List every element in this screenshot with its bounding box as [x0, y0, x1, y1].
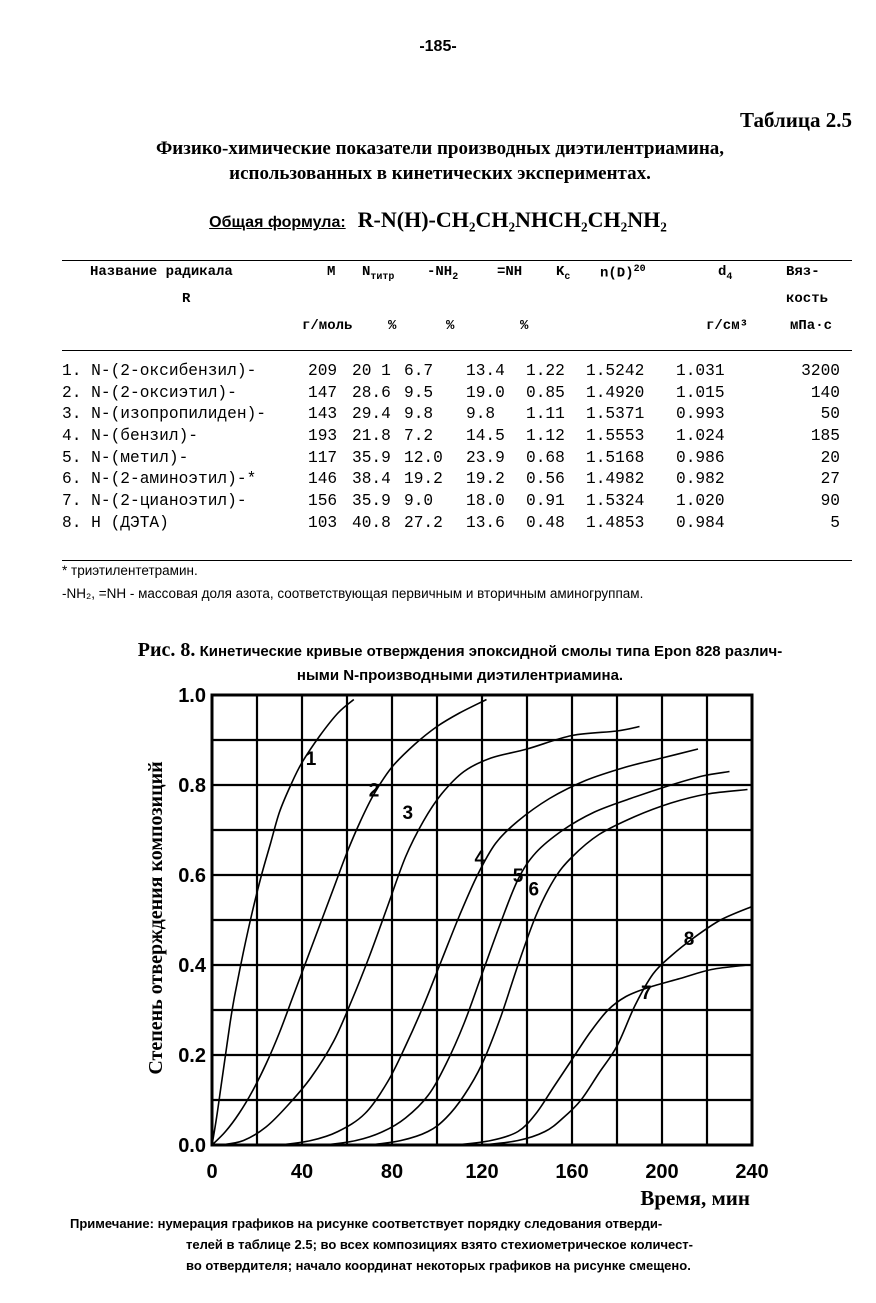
cell-nh: 18.0 — [466, 491, 505, 510]
header-n-titr: $N_{титр}$ — [362, 264, 395, 283]
cell-viscosity: 27 — [820, 470, 840, 489]
cell-d4: 0.986 — [676, 448, 725, 467]
header-visc-line2: кость — [786, 291, 829, 307]
cell-n-titr: 21.8 — [352, 426, 391, 445]
header-visc-line1: Вяз- — [786, 264, 820, 280]
cell-nh: 14.5 — [466, 426, 505, 445]
cell-name: 5. N-(метил)- — [62, 448, 189, 467]
table-title-line1: Физико-химические показатели производных диэтилентриамина, — [155, 138, 725, 159]
cell-name: 1. N-(2-оксибензил)- — [62, 361, 257, 380]
cell-nd: 1.5242 — [586, 361, 645, 380]
cell-name: 6. N-(2-аминоэтил)-* — [62, 470, 257, 489]
note-line1: Примечание: нумерация графиков на рисунке соответствует порядку следования отверди- — [70, 1216, 663, 1231]
cell-nh: 9.8 — [466, 405, 496, 424]
cell-nh2: 12.0 — [404, 448, 443, 467]
page-number: -185- — [419, 38, 457, 55]
y-tick-label: 0.6 — [178, 865, 206, 887]
cell-nd: 1.5553 — [586, 426, 645, 445]
cell-kc: 1.11 — [526, 405, 565, 424]
cell-nh: 13.4 — [466, 361, 505, 380]
x-axis-title: Время, мин — [640, 1186, 750, 1210]
cell-nd: 1.5371 — [586, 405, 645, 424]
cell-nd: 1.4853 — [586, 513, 645, 532]
cell-kc: 0.48 — [526, 513, 565, 532]
header-n-titr-unit: % — [388, 318, 397, 334]
curve-label-2: 2 — [368, 780, 380, 802]
cell-n-titr: 29.4 — [352, 405, 391, 424]
cell-d4: 1.015 — [676, 383, 725, 402]
figure-label: Рис. 8. — [137, 639, 196, 661]
header-nh: =NH — [497, 264, 523, 280]
cell-m: 147 — [308, 383, 338, 402]
curve-4 — [280, 749, 699, 1145]
y-tick-label: 1.0 — [178, 685, 206, 707]
cell-nh2: 19.2 — [404, 470, 443, 489]
curve-label-7: 7 — [640, 983, 652, 1004]
cell-nh: 13.6 — [466, 513, 505, 532]
header-d4: $d_4$ — [718, 264, 733, 283]
formula-label: Общая формула: — [209, 214, 346, 231]
cell-m: 156 — [308, 491, 338, 510]
cell-kc: 0.68 — [526, 448, 565, 467]
x-tick-label: 120 — [465, 1161, 499, 1183]
x-tick-label: 80 — [380, 1161, 404, 1183]
curve-label-1: 1 — [305, 749, 317, 770]
figure-note — [70, 1214, 850, 1276]
cell-m: 193 — [308, 426, 338, 445]
table-label: Таблица 2.5 — [740, 108, 852, 132]
cell-name: 8. H (ДЭТА) — [62, 513, 169, 532]
curve-label-5: 5 — [512, 866, 524, 887]
x-tick-labels — [206, 1161, 768, 1183]
y-tick-label: 0.8 — [178, 775, 206, 797]
note-line2: телей в таблице 2.5; во всех композициях взято стехиометрическое количест- — [186, 1236, 693, 1252]
cell-d4: 0.984 — [676, 513, 725, 532]
cell-nh2: 9.0 — [404, 491, 434, 510]
cell-nd: 1.5324 — [586, 491, 645, 510]
y-tick-label: 0.2 — [178, 1045, 206, 1067]
x-tick-label: 200 — [645, 1161, 679, 1183]
cell-nd: 1.4982 — [586, 470, 645, 489]
x-tick-label: 40 — [290, 1161, 314, 1183]
chart-grid — [212, 695, 752, 1145]
cell-n-titr: 35.9 — [352, 491, 391, 510]
curve-3 — [221, 727, 640, 1146]
curve-label-4: 4 — [474, 848, 486, 869]
cell-d4: 0.982 — [676, 470, 725, 489]
x-tick-label: 240 — [735, 1161, 769, 1183]
figure-caption-line2: ными N-производными диэтилентриамина. — [296, 667, 624, 684]
cell-m: 103 — [308, 513, 338, 532]
cell-m: 117 — [308, 448, 338, 467]
header-name-r: R — [182, 291, 191, 307]
cell-n-titr: 20 1 — [352, 361, 391, 380]
note-label: Примечание: — [70, 1216, 154, 1231]
x-tick-label: 0 — [206, 1161, 218, 1183]
curve-6 — [370, 790, 748, 1146]
cell-nd: 1.5168 — [586, 448, 645, 467]
footnote-asterisk: * триэтилентетрамин. — [62, 563, 198, 578]
table-title-line2: использованных в кинетических экспериментах. — [229, 163, 651, 185]
header-nd: $n(D)^{20}$ — [600, 264, 646, 282]
cell-viscosity: 50 — [820, 405, 840, 424]
cell-n-titr: 28.6 — [352, 383, 391, 402]
x-tick-label: 160 — [555, 1161, 589, 1183]
curve-label-3: 3 — [402, 803, 414, 824]
cell-d4: 1.020 — [676, 491, 725, 510]
footnote-nitrogen: -NH₂, =NH - массовая доля азота, соответствующая первичным и вторичным аминогруппам. — [62, 586, 644, 601]
cell-name: 3. N-(изопропилиден)- — [62, 405, 266, 424]
cell-viscosity: 185 — [810, 426, 840, 445]
header-name: Название радикала — [90, 264, 233, 280]
header-kc: $K_c$ — [556, 264, 571, 283]
cell-name: 2. N-(2-оксиэтил)- — [62, 383, 237, 402]
cell-viscosity: 140 — [810, 383, 840, 402]
curve-label-8: 8 — [683, 929, 695, 950]
y-tick-label: 0.0 — [178, 1135, 206, 1157]
cell-m: 209 — [308, 361, 338, 380]
header-visc-unit: мПа·с — [790, 318, 833, 334]
cell-nh2: 9.5 — [404, 383, 434, 402]
cell-kc: 0.91 — [526, 491, 565, 510]
cell-viscosity: 20 — [820, 448, 840, 467]
header-m: M — [327, 264, 336, 280]
y-tick-labels — [178, 685, 207, 1157]
curve-label-6: 6 — [528, 879, 540, 901]
y-axis-title: Степень отверждения композиций — [145, 761, 167, 1075]
cell-kc: 0.56 — [526, 470, 565, 489]
header-nh2-unit: % — [446, 318, 455, 334]
cell-m: 146 — [308, 470, 338, 489]
cell-nh2: 27.2 — [404, 513, 443, 532]
header-nh-unit: % — [520, 318, 529, 334]
cell-d4: 1.031 — [676, 361, 725, 380]
cell-nh: 19.2 — [466, 470, 505, 489]
cell-viscosity: 5 — [830, 513, 840, 532]
cell-d4: 1.024 — [676, 426, 725, 445]
cell-n-titr: 35.9 — [352, 448, 391, 467]
header-nh2: $-NH_2$ — [427, 264, 459, 283]
cell-n-titr: 38.4 — [352, 470, 391, 489]
header-d4-unit: г/см³ — [706, 318, 749, 334]
header-m-unit: г/моль — [302, 318, 353, 334]
cell-nh2: 6.7 — [404, 361, 434, 380]
cell-name: 7. N-(2-цианоэтил)- — [62, 491, 247, 510]
formula-text: R-N(H)-CH₂CH₂NHCH₂CH₂NH₂ — [357, 207, 667, 232]
cell-m: 143 — [308, 405, 338, 424]
cell-kc: 1.22 — [526, 361, 565, 380]
note-line3: во отвердителя; начало координат некоторых графиков на рисунке смещено. — [186, 1257, 691, 1273]
cell-d4: 0.993 — [676, 405, 725, 424]
cell-viscosity: 3200 — [801, 361, 840, 380]
cell-nh2: 9.8 — [404, 405, 434, 424]
cell-nh: 23.9 — [466, 448, 505, 467]
curve-1 — [212, 700, 354, 1146]
cell-kc: 0.85 — [526, 383, 565, 402]
cell-n-titr: 40.8 — [352, 513, 391, 532]
cell-nh2: 7.2 — [404, 426, 434, 445]
cell-name: 4. N-(бензил)- — [62, 426, 198, 445]
cell-nh: 19.0 — [466, 383, 505, 402]
cell-kc: 1.12 — [526, 426, 565, 445]
y-tick-label: 0.4 — [178, 955, 206, 977]
cell-nd: 1.4920 — [586, 383, 645, 402]
curve-2 — [212, 700, 487, 1146]
figure-caption-line1: Рис. 8. Кинетические кривые отверждения эпоксидной смолы типа Epon 828 различ- — [137, 639, 783, 661]
cell-viscosity: 90 — [820, 491, 840, 510]
